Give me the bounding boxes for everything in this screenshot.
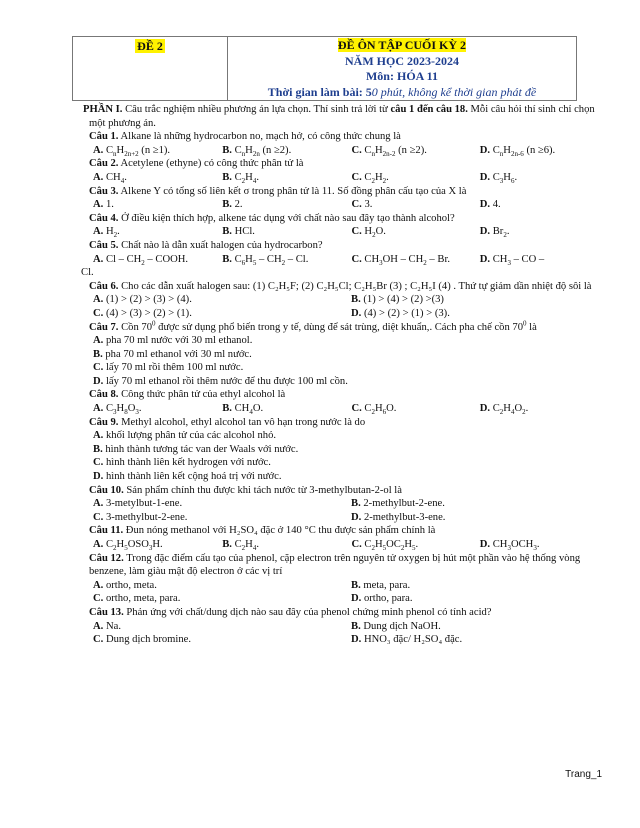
q8-option-a[interactable]: A. $C_3H_8O_3$. bbox=[93, 403, 142, 417]
q3-option-a[interactable]: A. 1. bbox=[93, 199, 114, 211]
exam-title: ĐỀ ÔN TẬP CUỐI KỲ 2 bbox=[337, 38, 467, 52]
q4-option-c[interactable]: C. $H_2O$. bbox=[351, 226, 386, 240]
q3-option-d[interactable]: D. 4. bbox=[479, 199, 501, 211]
q4-option-a[interactable]: A. $H_2$. bbox=[93, 226, 120, 240]
q9-option-c[interactable]: C. hình thành liên kết hydrogen với nước. bbox=[93, 457, 271, 469]
exam-header bbox=[72, 36, 577, 101]
exam-code: ĐỀ 2 bbox=[137, 39, 163, 53]
q9-option-b[interactable]: B. hình thành tương tác van der Waals với nước. bbox=[93, 443, 299, 455]
question-12: Câu 12. Trong đặc điểm cấu tạo của phenol, cặp electron trên nguyên tử oxygen bị hút một phần vào hệ thống vòng benzene, làm giàu mật độ electron ở các vị trí bbox=[89, 552, 581, 578]
q13-option-b[interactable]: B. Dung dịch NaOH. bbox=[351, 620, 441, 632]
q5-option-a[interactable]: A. Cl – $CH_2$ – COOH. bbox=[93, 253, 189, 267]
question-6: Câu 6. Cho các dẫn xuất halogen sau: (1) C₂H₅F; (2) C₂H₅Cl; C₂H₅Br (3) ; C₂H₅I (4) . Thứ tự giảm dần nhiệt độ sôi là bbox=[89, 280, 592, 292]
question-11: Câu 11. Đun nóng methanol với H₂SO₄ đặc ở 140 °C thu được sản phẩm chính là bbox=[89, 525, 436, 537]
q11-option-c[interactable]: C. $C_2H_5OC_2H_5$. bbox=[351, 539, 419, 553]
question-7: Câu 7. Cồn $70^0$ được sử dụng phổ biến trong y tế, dùng để sát trùng, diệt khuẩn,. Cách pha chế cồn $70^0$ là bbox=[89, 318, 537, 333]
q1-option-a[interactable]: A. $C_nH_{2n+2}$ (n ≥1). bbox=[93, 144, 171, 158]
question-1: Câu 1. Alkane là những hydrocarbon no, mạch hở, có công thức chung là bbox=[89, 131, 401, 143]
q7-option-d[interactable]: D. lấy 70 ml ethanol rồi thêm nước để thu được 100 ml cồn. bbox=[93, 375, 348, 387]
q9-option-d[interactable]: D. hình thành liên kết cộng hoá trị với nước. bbox=[93, 471, 282, 483]
q5-options bbox=[89, 253, 609, 267]
q2-option-b[interactable]: B. $C_2H_4$. bbox=[222, 171, 259, 186]
q6-option-d[interactable]: D. (4) > (2) > (1) > (3). bbox=[351, 307, 450, 319]
q5-option-b[interactable]: B. $C_6H_5 - CH_2$ – Cl. bbox=[222, 253, 309, 267]
q7-option-c[interactable]: C. lấy 70 ml rồi thêm 100 ml nước. bbox=[93, 362, 244, 374]
q12-option-a[interactable]: A. ortho, meta. bbox=[93, 579, 157, 591]
question-10: Câu 10. Sản phẩm chính thu được khi tách nước từ 3-methylbutan-2-ol là bbox=[89, 484, 402, 496]
q3-option-b[interactable]: B. 2. bbox=[222, 199, 243, 211]
q6-options-row2 bbox=[89, 307, 609, 321]
q8-option-b[interactable]: B. $CH_4O$. bbox=[222, 403, 264, 417]
question-2: Câu 2. Acetylene (ethyne) có công thức phân tử là bbox=[89, 158, 304, 170]
q12-option-b[interactable]: B. meta, para. bbox=[351, 579, 411, 591]
q12-option-c[interactable]: C. ortho, meta, para. bbox=[93, 593, 181, 605]
q10-options-row1 bbox=[89, 497, 609, 511]
q11-option-b[interactable]: B. $C_2H_4$. bbox=[222, 539, 259, 553]
q13-options-row1 bbox=[89, 620, 609, 634]
q6-option-a[interactable]: A. (1) > (2) > (3) > (4). bbox=[93, 294, 192, 306]
q7-option-a[interactable]: A. pha 70 ml nước với 30 ml ethanol. bbox=[93, 335, 253, 347]
exam-year: NĂM HỌC 2023-2024 bbox=[345, 53, 459, 68]
q10-option-a[interactable]: A. 3-metylbut-1-ene. bbox=[93, 498, 183, 510]
q8-options bbox=[89, 402, 609, 416]
q8-option-c[interactable]: C. $C_2H_6O$. bbox=[351, 403, 397, 417]
q3-options bbox=[89, 198, 609, 212]
q11-option-a[interactable]: A. $C_2H_5OSO_3H$. bbox=[93, 539, 163, 553]
part1-intro: PHẦN I. Câu trắc nghiệm nhiều phương án lựa chọn. Thí sinh trả lời từ câu 1 đến câu 18. Mỗi câu hỏi thí sinh chỉ chọn một phương án. bbox=[83, 104, 595, 129]
q4-options bbox=[89, 225, 609, 239]
q12-options-row1 bbox=[89, 579, 609, 593]
q12-options-row2 bbox=[89, 592, 609, 606]
q1-options bbox=[89, 144, 609, 158]
q2-option-a[interactable]: A. $CH_4$. bbox=[93, 171, 127, 186]
question-5: Câu 5. Chất nào là dẫn xuất halogen của hydrocarbon? bbox=[89, 239, 323, 251]
q3-option-c[interactable]: C. 3. bbox=[351, 199, 373, 211]
q10-option-b[interactable]: B. 2-methylbut-2-ene. bbox=[351, 498, 445, 510]
q1-option-d[interactable]: D. $C_nH_{2n-6}$ (n ≥6). bbox=[479, 144, 556, 158]
q6-options-row1 bbox=[89, 293, 609, 307]
q10-options-row2 bbox=[89, 511, 609, 525]
q10-option-c[interactable]: C. 3-methylbut-2-ene. bbox=[93, 511, 188, 523]
q1-option-c[interactable]: C. $C_nH_{2n-2}$ (n ≥2). bbox=[351, 144, 427, 158]
q10-option-d[interactable]: D. 2-methylbut-3-ene. bbox=[351, 511, 446, 523]
exam-subject: Môn: HÓA 11 bbox=[365, 69, 438, 83]
page-number: Trang_1 bbox=[565, 769, 602, 781]
q13-option-a[interactable]: A. Na. bbox=[93, 620, 121, 632]
q5-option-d[interactable]: D. $CH_3$ – CO – bbox=[479, 253, 545, 267]
q2-options bbox=[89, 171, 609, 185]
exam-title-cell bbox=[228, 37, 576, 100]
q5-option-d-cont: Cl. bbox=[81, 267, 94, 279]
q11-options bbox=[89, 538, 609, 552]
q2-option-c[interactable]: C. $C_2H_2$. bbox=[351, 171, 389, 186]
q5-option-c[interactable]: C. $CH_3OH - CH_2$ – Br. bbox=[351, 253, 451, 267]
q7-option-b[interactable]: B. pha 70 ml ethanol với 30 ml nước. bbox=[93, 348, 252, 360]
q13-option-c[interactable]: C. Dung dịch bromine. bbox=[93, 634, 191, 646]
exam-code-cell bbox=[73, 37, 228, 100]
exam-time: Thời gian làm bài: 50 phút, không kể thời gian phát đề bbox=[267, 84, 537, 99]
q13-options-row2 bbox=[89, 633, 609, 647]
q12-option-d[interactable]: D. ortho, para. bbox=[351, 593, 413, 605]
question-4: Câu 4. Ở điều kiện thích hợp, alkene tác dụng với chất nào sau đây tạo thành alcohol? bbox=[89, 212, 455, 224]
q1-option-b[interactable]: B. $C_nH_{2n}$ (n ≥2). bbox=[222, 144, 292, 158]
q11-option-d[interactable]: D. $CH_3OCH_3$. bbox=[479, 539, 540, 553]
q9-option-a[interactable]: A. khối lượng phân tử của các alcohol nhỏ. bbox=[93, 430, 277, 442]
question-3: Câu 3. Alkene Y có tổng số liên kết σ trong phân tử là 11. Số đồng phân cấu tạo của X là bbox=[89, 185, 467, 197]
q2-option-d[interactable]: D. $C_3H_6$. bbox=[479, 171, 518, 186]
q6-option-c[interactable]: C. (4) > (3) > (2) > (1). bbox=[93, 307, 192, 319]
question-13: Câu 13. Phản ứng với chất/dung dịch nào sau đây của phenol chứng minh phenol có tính acid? bbox=[89, 606, 492, 618]
q4-option-b[interactable]: B. HCl. bbox=[222, 226, 255, 238]
q6-option-b[interactable]: B. (1) > (4) > (2) >(3) bbox=[351, 294, 444, 306]
q13-option-d[interactable]: D. HNO₃ đặc/ H₂SO₄ đặc. bbox=[351, 634, 463, 646]
q4-option-d[interactable]: D. $Br_2$. bbox=[479, 226, 510, 240]
question-8: Câu 8. Công thức phân tử của ethyl alcohol là bbox=[89, 389, 286, 401]
question-9: Câu 9. Methyl alcohol, ethyl alcohol tan vô hạn trong nước là do bbox=[89, 416, 366, 428]
exam-content bbox=[81, 103, 609, 647]
q8-option-d[interactable]: D. $C_2H_4O_2$. bbox=[479, 403, 529, 417]
